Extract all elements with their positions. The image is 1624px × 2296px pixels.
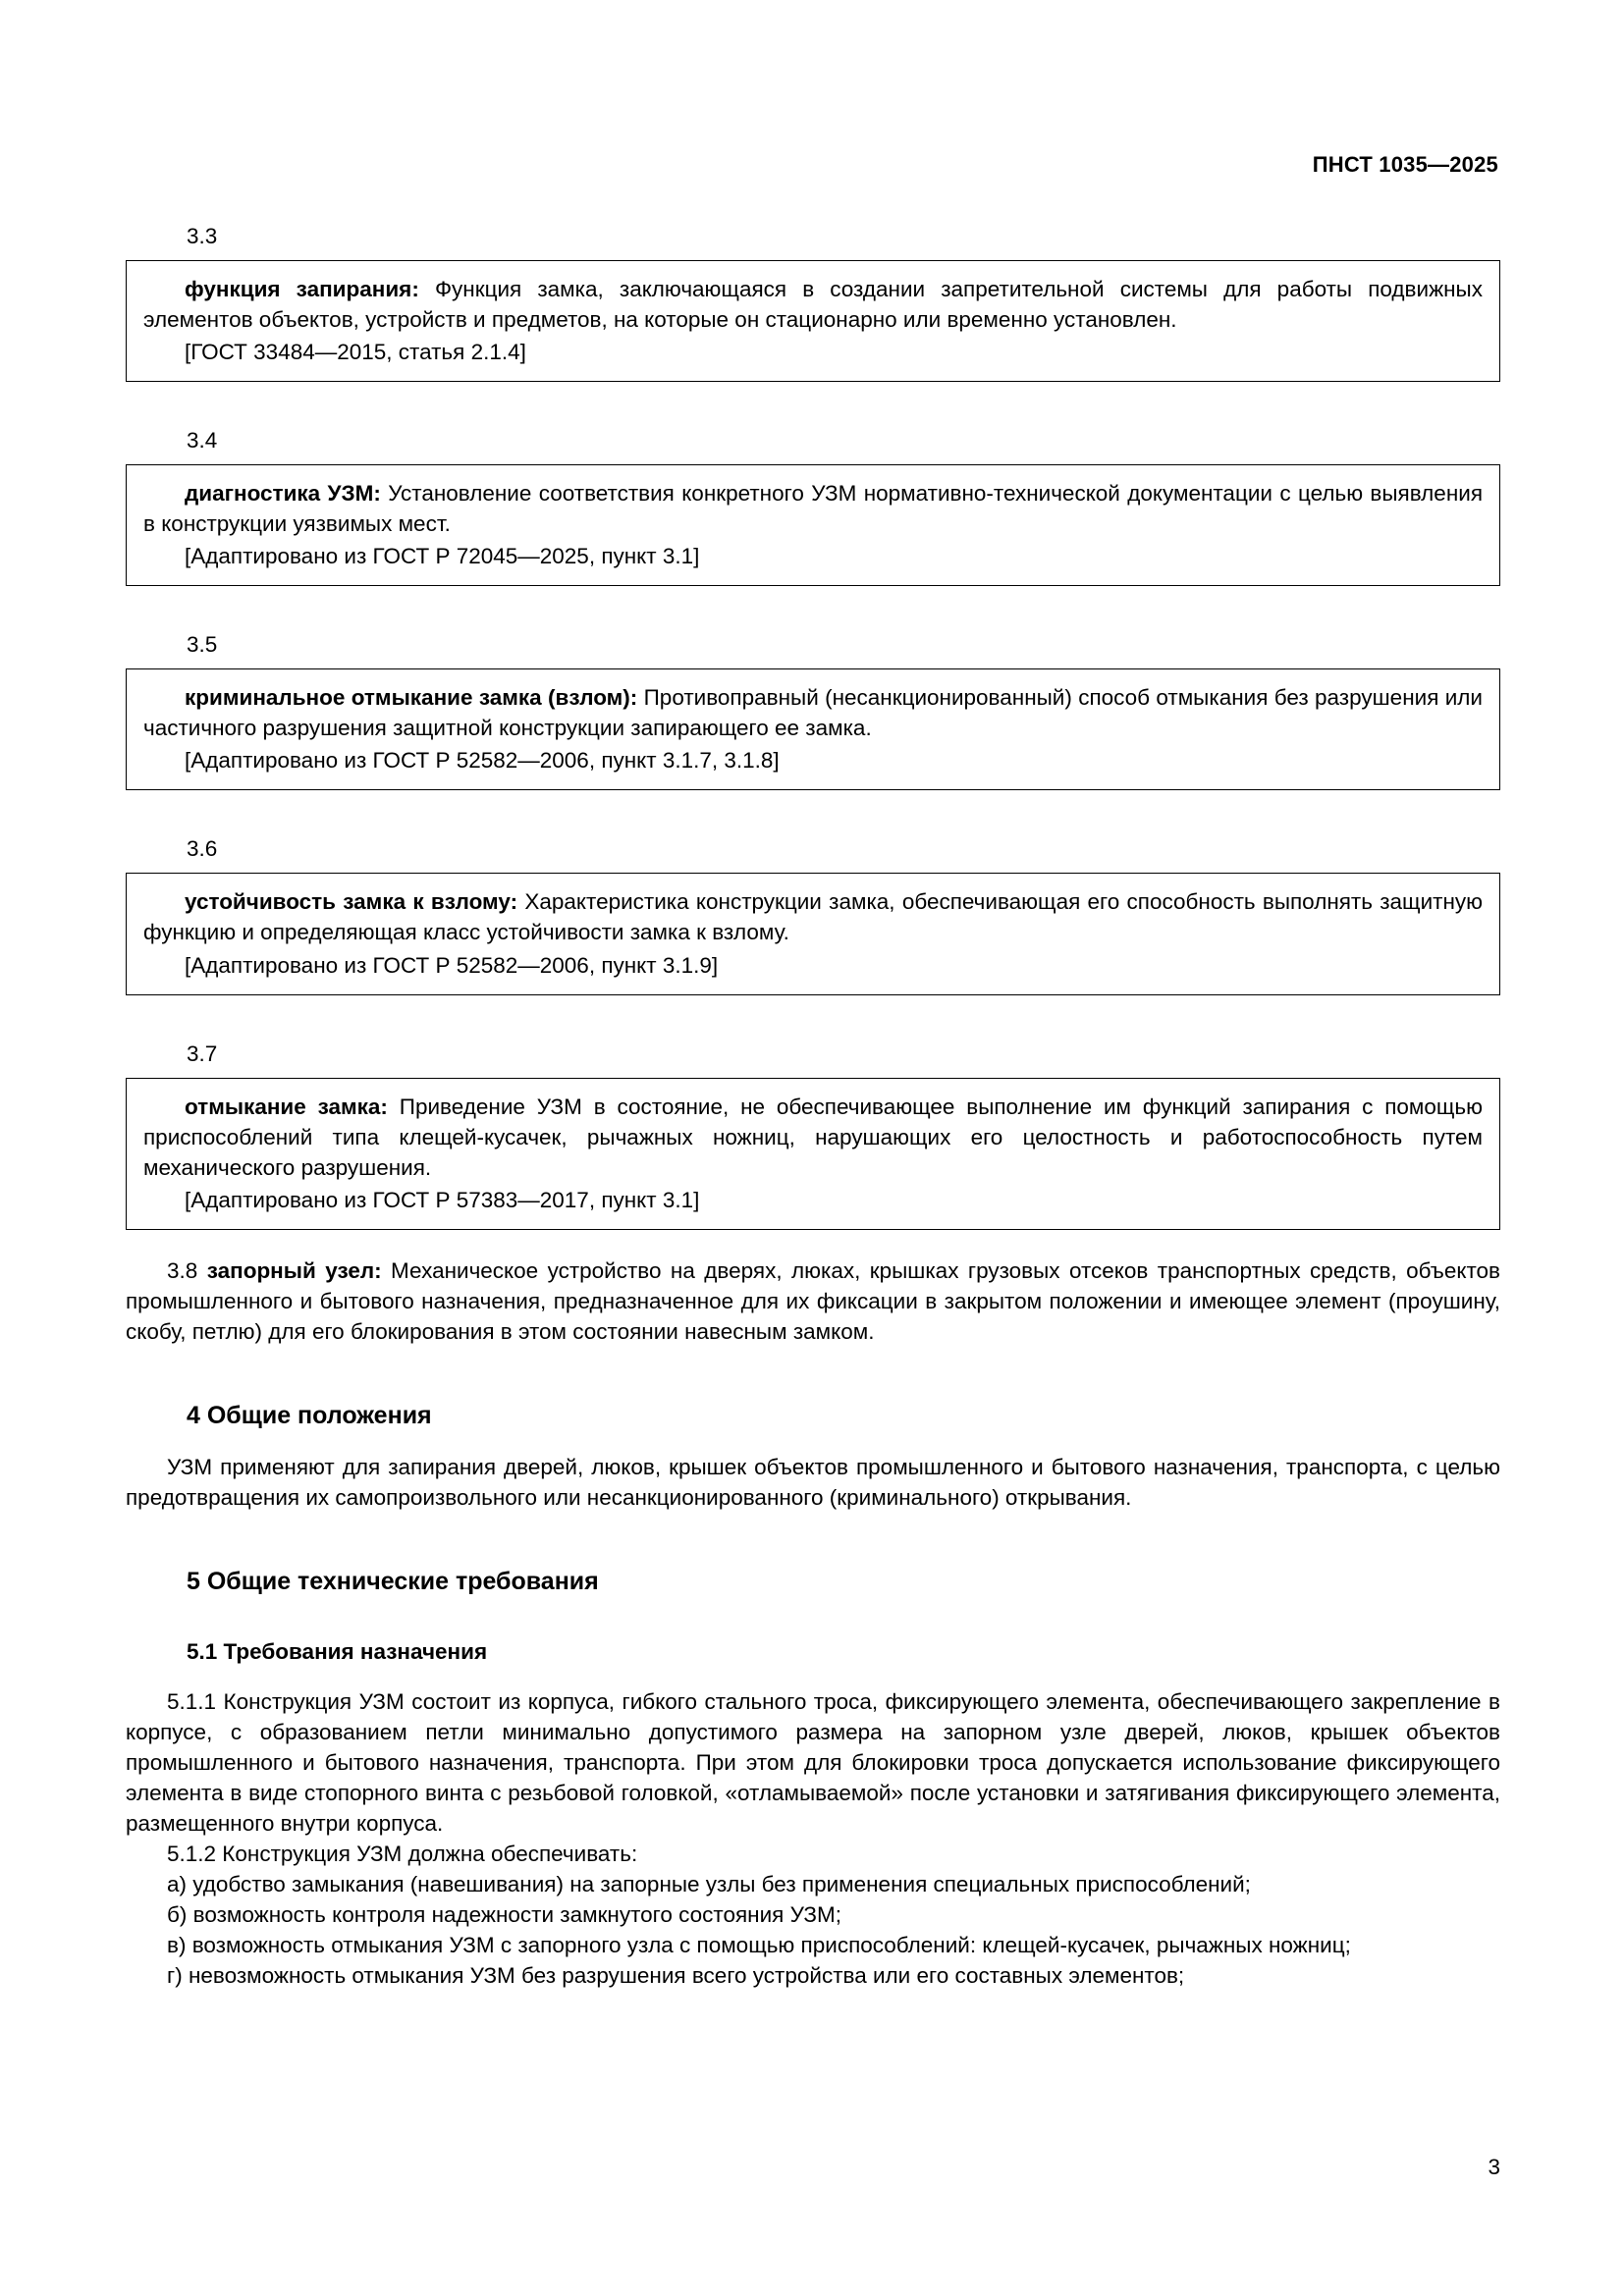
term-label: устойчивость замка к взлому: xyxy=(185,889,518,915)
term-label: диагностика УЗМ: xyxy=(185,481,381,507)
clause-number-3-4: 3.4 xyxy=(187,428,218,454)
term-label: функция запирания: xyxy=(185,277,419,301)
page-header: ПНСТ 1035—2025 xyxy=(1312,152,1498,177)
term-source: [Адаптировано из ГОСТ Р 52582—2006, пункт 3.1.9] xyxy=(185,952,719,978)
subsection-heading-5-1: 5.1 Требования назначения xyxy=(187,1638,488,1664)
term-paragraph xyxy=(143,1092,1483,1183)
list-item-v: в) возможность отмыкания УЗМ с запорного узла с помощью приспособлений: клещей-кусачек, рычажных ножниц; xyxy=(167,1933,1351,1958)
term-paragraph xyxy=(143,478,1483,539)
list-item-b: б) возможность контроля надежности замкнутого состояния УЗМ; xyxy=(167,1902,841,1928)
term-text: Приведение УЗМ в состояние, не обеспечивающее выполнение им функций запирания с помощью приспособлений типа клещей-кусачек, рычажных ножниц, нарушающих его целостность и работоспособность путем механического разрушения. xyxy=(143,1094,1484,1180)
page-number: 3 xyxy=(1488,2155,1500,2179)
term-label: отмыкание замка: xyxy=(185,1094,388,1119)
term-source: [Адаптировано из ГОСТ Р 57383—2017, пункт 3.1] xyxy=(185,1187,700,1212)
clause-3-8-number: 3.8 xyxy=(167,1257,207,1283)
clause-number-3-7: 3.7 xyxy=(187,1041,218,1066)
section-heading-5: 5 Общие технические требования xyxy=(187,1567,599,1595)
page-content xyxy=(126,0,1500,1991)
term-paragraph xyxy=(143,682,1483,743)
term-text: Установление соответствия конкретного УЗМ нормативно-технической документации с целью выявления в конструкции уязвимых мест. xyxy=(143,481,1483,537)
clause-number-3-3: 3.3 xyxy=(187,224,218,248)
clause-number-3-6: 3.6 xyxy=(187,836,218,862)
subsection-5-1-body xyxy=(126,1686,1500,1991)
term-text: Функция замка, заключающаяся в создании запретительной системы для работы подвижных элементов объектов, устройств и предметов, на которые он стационарно или временно установлен. xyxy=(143,277,1483,333)
term-label: криминальное отмыкание замка (взлом): xyxy=(185,685,638,711)
clause-3-8-text: Механическое устройство на дверях, люках, крышках грузовых отсеков транспортных средств, объектов промышленного и бытового назначения, предназначенное для их фиксации в закрытом положении и имеющее элемент (проушину, скобу, петлю) для его блокирования в этом состоянии навесным замком. xyxy=(126,1257,1500,1344)
term-definition-box-3-7 xyxy=(126,1078,1500,1230)
clause-number-3-5: 3.5 xyxy=(187,632,218,658)
paragraph-5-1-1: 5.1.1 Конструкция УЗМ состоит из корпуса, гибкого стального троса, фиксирующего элемента, обеспечивающего закрепление в корпусе, с образованием петли минимально допустимого размера на запорном узле дверей, люков, крышек объектов промышленного и бытового назначения, транспорта. При этом для блокировки троса допускается использование фиксирующего элемента в виде стопорного винта с резьбовой головкой, «отламываемой» после установки и затягивания фиксирующего элемента, размещенного внутри корпуса. xyxy=(126,1688,1500,1837)
term-source: [Адаптировано из ГОСТ Р 52582—2006, пункт 3.1.7, 3.1.8] xyxy=(185,748,780,774)
term-source: [Адаптировано из ГОСТ Р 72045—2025, пункт 3.1] xyxy=(185,544,700,569)
term-paragraph xyxy=(143,886,1483,947)
term-definition-box-3-6 xyxy=(126,873,1500,994)
clause-3-8-paragraph xyxy=(126,1255,1500,1347)
list-item-a: а) удобство замыкания (навешивания) на запорные узлы без применения специальных приспособлений; xyxy=(167,1872,1251,1897)
term-definition-box-3-5 xyxy=(126,668,1500,790)
term-paragraph xyxy=(143,274,1483,335)
clause-3-8-term: запорный узел: xyxy=(206,1257,382,1283)
section-4-body xyxy=(126,1452,1500,1513)
term-definition-box-3-4 xyxy=(126,464,1500,586)
section-heading-4: 4 Общие положения xyxy=(187,1401,432,1429)
list-item-g: г) невозможность отмыкания УЗМ без разрушения всего устройства или его составных элементов; xyxy=(167,1963,1185,1989)
term-text: Противоправный (несанкционированный) способ отмыкания без разрушения или частичного разрушения защитной конструкции запирающего ее замка. xyxy=(143,685,1483,741)
clause-3-8 xyxy=(126,1255,1500,1347)
paragraph-5-1-2: 5.1.2 Конструкция УЗМ должна обеспечивать: xyxy=(167,1842,638,1867)
term-text: Характеристика конструкции замка, обеспечивающая его способность выполнять защитную функцию и определяющая класс устойчивости замка к взлому. xyxy=(143,889,1483,945)
section-4-paragraph: УЗМ применяют для запирания дверей, люков, крышек объектов промышленного и бытового назначения, транспорта, с целью предотвращения их самопроизвольного или несанкционированного (криминального) открывания. xyxy=(126,1454,1500,1510)
term-definition-box-3-3 xyxy=(126,260,1500,382)
term-source: [ГОСТ 33484—2015, статья 2.1.4] xyxy=(185,340,526,365)
